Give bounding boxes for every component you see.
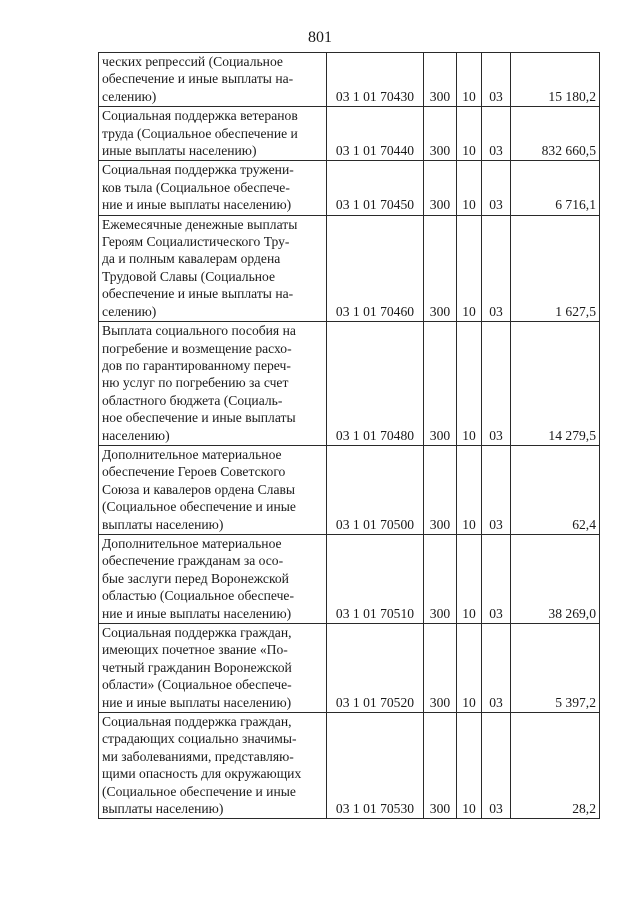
table-row	[99, 215, 600, 321]
subsection-code: 03	[482, 534, 511, 623]
expense-item-name-line: Социальная поддержка тружени-	[102, 162, 294, 178]
expense-item-name-line: выплаты населению)	[102, 801, 224, 817]
expense-type-code: 300	[424, 445, 457, 534]
subsection-code: 03	[482, 161, 511, 215]
expense-item-name-line: ние и иные выплаты населению)	[102, 694, 292, 710]
expense-type-code: 300	[424, 624, 457, 713]
target-article-code: 03 1 01 70460	[327, 215, 424, 321]
expense-item-name-line: дов по гарантированному переч-	[102, 357, 291, 373]
amount-value: 38 269,0	[511, 534, 600, 623]
expense-item-name-line: иные выплаты населению)	[102, 143, 257, 159]
expense-item-name-line: труда (Социальное обеспечение и	[102, 125, 298, 141]
target-article-code: 03 1 01 70530	[327, 713, 424, 819]
expense-item-name-line: ков тыла (Социальное обеспече-	[102, 179, 290, 195]
expense-item-name	[99, 107, 327, 161]
table-row	[99, 322, 600, 446]
expense-type-code: 300	[424, 107, 457, 161]
amount-value: 28,2	[511, 713, 600, 819]
expense-item-name-line: да и полным кавалерам ордена	[102, 251, 281, 267]
expense-item-name-line: областью (Социальное обеспече-	[102, 588, 294, 604]
target-article-code: 03 1 01 70430	[327, 53, 424, 107]
target-article-code: 03 1 01 70480	[327, 322, 424, 446]
expense-item-name-line: (Социальное обеспечение и иные	[102, 499, 296, 515]
expense-item-name-line: (Социальное обеспечение и иные	[102, 783, 296, 799]
expense-item-name	[99, 322, 327, 446]
budget-table	[98, 52, 600, 819]
target-article-code: 03 1 01 70450	[327, 161, 424, 215]
section-code: 10	[457, 322, 482, 446]
expense-item-name-line: ние и иные выплаты населению)	[102, 605, 292, 621]
expense-item-name-line: Выплата социального пособия на	[102, 323, 296, 339]
expense-item-name-line: Социальная поддержка граждан,	[102, 714, 292, 730]
expense-type-code: 300	[424, 161, 457, 215]
table-row	[99, 107, 600, 161]
expense-item-name-line: бые заслуги перед Воронежской	[102, 570, 289, 586]
subsection-code: 03	[482, 53, 511, 107]
expense-item-name-line: Дополнительное материальное	[102, 535, 282, 551]
expense-item-name-line: обеспечение Героев Советского	[102, 464, 286, 480]
section-code: 10	[457, 161, 482, 215]
table-row	[99, 713, 600, 819]
page-number: 801	[308, 29, 332, 46]
expense-item-name-line: Героям Социалистического Тру-	[102, 234, 290, 250]
expense-item-name	[99, 534, 327, 623]
section-code: 10	[457, 713, 482, 819]
section-code: 10	[457, 624, 482, 713]
subsection-code: 03	[482, 215, 511, 321]
expense-item-name-line: ми заболеваниями, представляю-	[102, 748, 294, 764]
expense-item-name-line: щими опасность для окружающих	[102, 766, 302, 782]
expense-item-name-line: Трудовой Славы (Социальное	[102, 268, 276, 284]
expense-item-name-line: ное обеспечение и иные выплаты	[102, 410, 296, 426]
amount-value: 62,4	[511, 445, 600, 534]
expense-item-name-line: Союза и кавалеров ордена Славы	[102, 481, 296, 497]
budget-table-body	[99, 53, 600, 819]
expense-item-name	[99, 713, 327, 819]
section-code: 10	[457, 534, 482, 623]
target-article-code: 03 1 01 70520	[327, 624, 424, 713]
expense-item-name-line: областного бюджета (Социаль-	[102, 392, 283, 408]
expense-type-code: 300	[424, 322, 457, 446]
expense-item-name-line: обеспечение и иные выплаты на-	[102, 286, 294, 302]
amount-value: 14 279,5	[511, 322, 600, 446]
subsection-code: 03	[482, 624, 511, 713]
table-row	[99, 161, 600, 215]
subsection-code: 03	[482, 713, 511, 819]
target-article-code: 03 1 01 70500	[327, 445, 424, 534]
expense-item-name-line: ческих репрессий (Социальное	[102, 54, 283, 69]
subsection-code: 03	[482, 322, 511, 446]
subsection-code: 03	[482, 445, 511, 534]
section-code: 10	[457, 215, 482, 321]
table-row	[99, 445, 600, 534]
expense-item-name-line: обеспечение и иные выплаты на-	[102, 71, 294, 87]
table-row	[99, 534, 600, 623]
expense-item-name-line: четный гражданин Воронежской	[102, 659, 292, 675]
expense-item-name	[99, 215, 327, 321]
amount-value: 6 716,1	[511, 161, 600, 215]
expense-item-name-line: обеспечение гражданам за осо-	[102, 553, 284, 569]
expense-item-name-line: погребение и возмещение расхо-	[102, 340, 292, 356]
expense-item-name-line: Социальная поддержка граждан,	[102, 625, 292, 640]
expense-item-name-line: имеющих почетное звание «По-	[102, 642, 288, 658]
target-article-code: 03 1 01 70510	[327, 534, 424, 623]
expense-item-name-line: Ежемесячные денежные выплаты	[102, 216, 298, 232]
table-row	[99, 624, 600, 713]
expense-item-name	[99, 53, 327, 107]
target-article-code: 03 1 01 70440	[327, 107, 424, 161]
expense-item-name-line: области» (Социальное обеспече-	[102, 677, 292, 693]
expense-item-name	[99, 161, 327, 215]
section-code: 10	[457, 53, 482, 107]
amount-value: 15 180,2	[511, 53, 600, 107]
section-code: 10	[457, 107, 482, 161]
expense-item-name-line: страдающих социально значимы-	[102, 731, 297, 747]
expense-item-name-line: Дополнительное материальное	[102, 446, 282, 462]
expense-type-code: 300	[424, 534, 457, 623]
expense-item-name-line: Социальная поддержка ветеранов	[102, 108, 298, 124]
expense-type-code: 300	[424, 215, 457, 321]
expense-type-code: 300	[424, 53, 457, 107]
expense-item-name-line: ние и иные выплаты населению)	[102, 197, 292, 213]
amount-value: 5 397,2	[511, 624, 600, 713]
expense-item-name-line: селению)	[102, 303, 157, 319]
expense-item-name-line: селению)	[102, 88, 157, 104]
expense-item-name-line: ню услуг по погребению за счет	[102, 375, 289, 391]
subsection-code: 03	[482, 107, 511, 161]
section-code: 10	[457, 445, 482, 534]
amount-value: 832 660,5	[511, 107, 600, 161]
expense-item-name-line: выплаты населению)	[102, 516, 224, 532]
expense-item-name	[99, 624, 327, 713]
expense-item-name-line: населению)	[102, 427, 170, 443]
table-row	[99, 53, 600, 107]
amount-value: 1 627,5	[511, 215, 600, 321]
expense-item-name	[99, 445, 327, 534]
expense-type-code: 300	[424, 713, 457, 819]
